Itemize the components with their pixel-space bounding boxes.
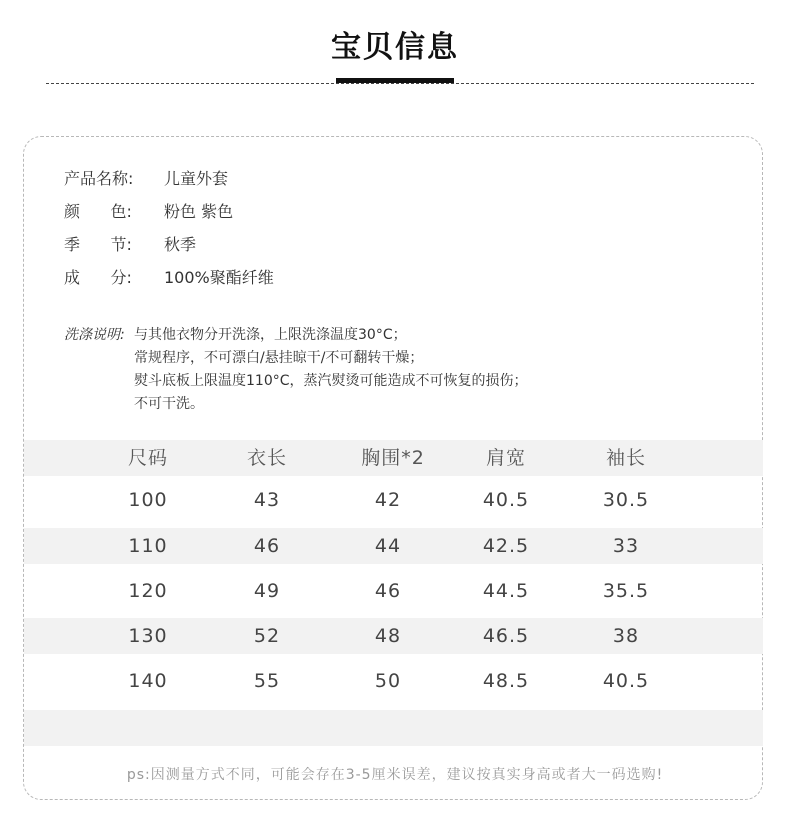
column-header: 胸围*2 [361,447,425,469]
table-cell: 48 [374,625,402,647]
wash-line: 不可干洗。 [134,396,204,412]
table-cell: 40.5 [602,670,650,692]
table-cell: 100 [128,489,168,511]
table-cell: 42 [374,489,402,511]
info-value: 粉色 紫色 [164,202,234,221]
column-header: 肩宽 [485,447,526,469]
table-cell: 40.5 [482,489,530,511]
info-value: 儿童外套 [164,169,229,188]
table-cell: 140 [128,670,168,692]
info-label: 颜 色: [64,202,132,221]
table-row [24,482,763,518]
wash-line: 熨斗底板上限温度110°C，蒸汽熨烫可能造成不可恢复的损伤； [134,373,528,389]
table-cell: 30.5 [602,489,650,511]
table-cell: 52 [253,625,281,647]
column-header: 袖长 [605,447,646,469]
table-cell: 44 [374,535,402,557]
table-row [24,573,763,609]
table-cell: 110 [128,535,168,557]
table-cell: 33 [612,535,640,557]
column-header: 衣长 [246,447,287,469]
section-title: 宝贝信息 [331,30,459,65]
info-label: 产品名称: [64,169,134,188]
table-cell: 130 [128,625,168,647]
table-cell: 49 [253,580,281,602]
table-cell: 43 [253,489,281,511]
table-cell: 46 [253,535,281,557]
table-cell: 42.5 [482,535,530,557]
table-cell: 48.5 [482,670,530,692]
table-cell: 55 [253,670,281,692]
info-value: 秋季 [164,235,197,254]
table-row [24,663,763,699]
dotted-divider [46,83,754,84]
table-cell: 35.5 [602,580,650,602]
table-cell: 38 [612,625,640,647]
table-cell: 46 [374,580,402,602]
table-row [24,528,763,564]
info-value: 100%聚酯纤维 [164,268,274,287]
wash-line: 与其他衣物分开洗涤，上限洗涤温度30°C； [134,327,407,343]
info-label: 季 节: [64,235,132,254]
table-header-row [24,440,763,476]
table-cell: 50 [374,670,402,692]
column-header: 尺码 [127,447,168,469]
wash-line: 常规程序，不可漂白/悬挂晾干/不可翻转干燥； [134,350,424,366]
table-cell: 46.5 [482,625,530,647]
table-cell: 44.5 [482,580,530,602]
footnote: ps:因测量方式不同，可能会存在3-5厘米误差，建议按真实身高或者大一码选购! [126,767,664,783]
table-row [24,618,763,654]
wash-label: 洗涤说明: [64,327,125,343]
info-label: 成 分: [64,268,132,287]
table-cell: 120 [128,580,168,602]
table-row-empty [24,710,763,746]
section-header [0,0,790,110]
